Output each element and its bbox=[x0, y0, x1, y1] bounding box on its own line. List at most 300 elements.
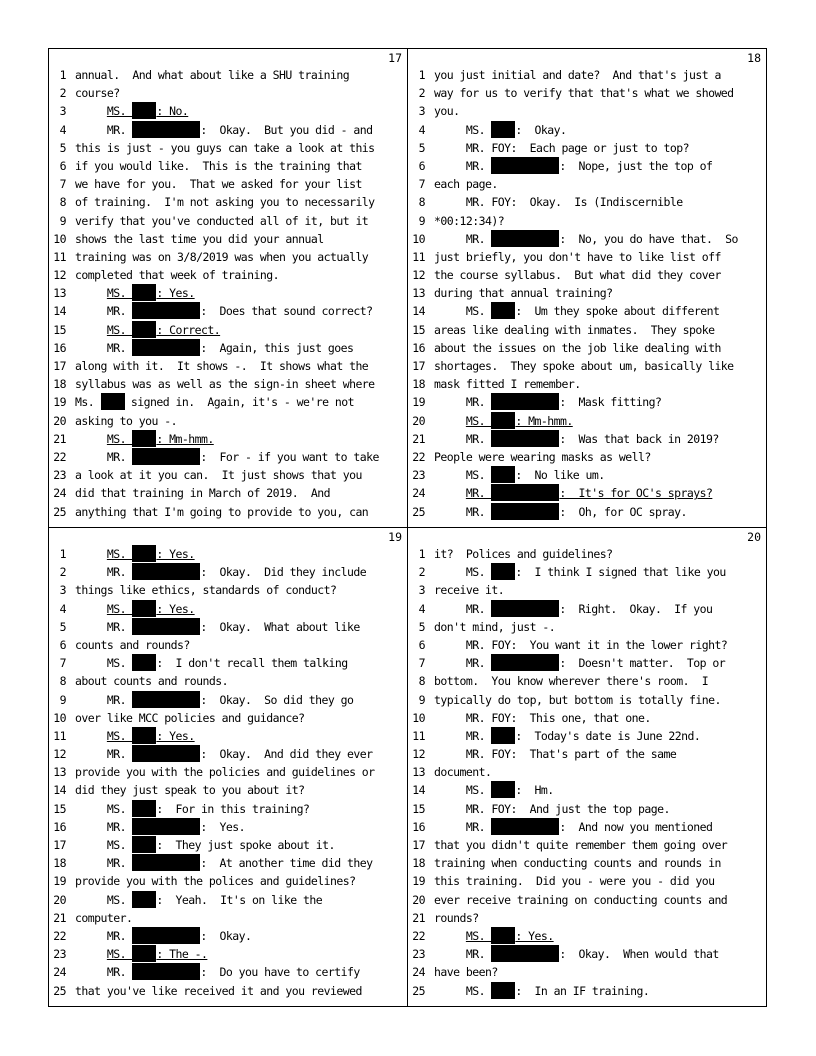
speaker-prefix: MR. bbox=[106, 619, 133, 634]
redaction-block bbox=[132, 321, 156, 338]
line-content: ever receive training on conducting counts and bbox=[434, 892, 728, 907]
line-number: 20 bbox=[412, 892, 425, 907]
line-text bbox=[434, 963, 763, 981]
line-content: MR. FOY: And just the top page. bbox=[465, 801, 670, 816]
line-content: anything that I'm going to provide to you, can bbox=[75, 504, 369, 519]
line-number: 6 bbox=[59, 637, 66, 652]
line-number: 2 bbox=[418, 565, 425, 580]
line-number: 14 bbox=[53, 304, 66, 319]
line-content: counts and rounds? bbox=[75, 637, 190, 652]
transcript-line bbox=[49, 430, 407, 448]
speaker-indent bbox=[434, 468, 466, 482]
line-text bbox=[75, 836, 404, 854]
line-content: during that annual training? bbox=[434, 286, 613, 301]
transcript-line bbox=[49, 139, 407, 157]
line-text bbox=[75, 982, 404, 1000]
spoken-text: : Yes. bbox=[156, 601, 195, 616]
line-content: way for us to verify that that's what we showed bbox=[434, 86, 734, 101]
spoken-text: : Today's date is June 22nd. bbox=[515, 728, 701, 743]
spoken-text: : Correct. bbox=[156, 322, 221, 337]
line-text bbox=[75, 727, 404, 745]
line-text bbox=[75, 357, 404, 375]
transcript-line bbox=[408, 872, 766, 890]
transcript-line bbox=[49, 691, 407, 709]
spoken-text: : Yes. bbox=[156, 728, 195, 743]
line-number: 14 bbox=[53, 783, 66, 798]
line-text bbox=[434, 230, 763, 248]
spoken-text: : Okay. But you did - and bbox=[200, 122, 373, 137]
speaker-prefix: MS. bbox=[106, 286, 133, 301]
spoken-text: : Hm. bbox=[515, 783, 554, 798]
redaction-block bbox=[132, 745, 200, 762]
speaker-indent bbox=[434, 486, 466, 500]
line-number: 10 bbox=[53, 231, 66, 246]
transcript-line bbox=[49, 781, 407, 799]
speaker-indent bbox=[434, 638, 466, 652]
redaction-block bbox=[491, 412, 515, 429]
line-text bbox=[434, 854, 763, 872]
redaction-block bbox=[491, 157, 559, 174]
line-text bbox=[75, 618, 404, 636]
line-text bbox=[75, 248, 404, 266]
line-number: 1 bbox=[418, 68, 425, 82]
line-number: 17 bbox=[53, 359, 66, 373]
transcript-line bbox=[49, 836, 407, 854]
spoken-text: : Okay. And did they ever bbox=[200, 747, 373, 762]
line-content: it? Polices and guidelines? bbox=[434, 547, 613, 561]
redaction-block bbox=[132, 818, 200, 835]
line-text bbox=[434, 412, 763, 430]
line-number: 24 bbox=[412, 965, 425, 980]
line-text bbox=[75, 84, 404, 102]
speaker-indent bbox=[75, 620, 107, 634]
speaker-indent bbox=[434, 929, 466, 943]
speaker-prefix: MR. bbox=[465, 158, 492, 173]
redaction-block bbox=[132, 854, 200, 871]
transcript-line bbox=[408, 339, 766, 357]
line-number: 4 bbox=[418, 122, 425, 137]
speaker-prefix: MS. bbox=[465, 468, 492, 483]
speaker-prefix: MR. bbox=[106, 856, 133, 871]
transcript-line bbox=[49, 466, 407, 484]
spoken-text: : Mask fitting? bbox=[559, 395, 662, 410]
line-content: shows the last time you did your annual bbox=[75, 231, 324, 246]
transcript-line bbox=[408, 836, 766, 854]
line-content: provide you with the polices and guidelines? bbox=[75, 874, 356, 889]
speaker-prefix: MR. bbox=[465, 947, 492, 962]
speaker-prefix: Ms. bbox=[75, 395, 101, 410]
line-text bbox=[75, 230, 404, 248]
transcript-line bbox=[408, 357, 766, 375]
line-text bbox=[75, 818, 404, 836]
line-text bbox=[434, 818, 763, 836]
redaction-block bbox=[491, 121, 515, 138]
speaker-indent bbox=[75, 820, 107, 834]
line-text bbox=[75, 503, 404, 521]
line-text bbox=[75, 563, 404, 581]
speaker-prefix: MS. bbox=[106, 801, 133, 816]
transcript-line bbox=[49, 800, 407, 818]
transcript-line bbox=[49, 102, 407, 120]
transcript-line bbox=[49, 66, 407, 84]
line-content: course? bbox=[75, 86, 120, 101]
transcript-page-17 bbox=[48, 48, 408, 528]
transcript-line bbox=[408, 84, 766, 102]
transcript-line bbox=[408, 545, 766, 563]
redaction-block bbox=[491, 600, 559, 617]
line-number: 24 bbox=[53, 486, 66, 501]
line-number: 16 bbox=[412, 819, 425, 834]
transcript-line bbox=[408, 284, 766, 302]
transcript-line bbox=[408, 963, 766, 981]
line-number: 8 bbox=[418, 674, 425, 689]
line-content: the course syllabus. But what did they cover bbox=[434, 268, 721, 283]
spoken-text: : No like um. bbox=[515, 468, 605, 483]
line-number: 22 bbox=[412, 928, 425, 943]
spoken-text: : At another time did they bbox=[200, 856, 373, 871]
spoken-text: : Do you have to certify bbox=[200, 965, 360, 980]
redaction-block bbox=[132, 691, 200, 708]
line-number: 18 bbox=[53, 377, 66, 392]
speaker-prefix: MS. bbox=[106, 892, 133, 907]
line-content: annual. And what about like a SHU training bbox=[75, 68, 350, 82]
redaction-block bbox=[132, 302, 200, 319]
line-number: 18 bbox=[412, 377, 425, 392]
line-content: we have for you. That we asked for your list bbox=[75, 177, 362, 192]
transcript-line bbox=[49, 854, 407, 872]
line-number: 23 bbox=[412, 947, 425, 962]
line-content: MR. FOY: This one, that one. bbox=[465, 710, 651, 725]
redaction-block bbox=[132, 891, 156, 908]
line-number: 2 bbox=[418, 86, 425, 101]
transcript-line bbox=[408, 927, 766, 945]
spoken-text: : And now you mentioned bbox=[559, 819, 713, 834]
transcript-line bbox=[408, 139, 766, 157]
redaction-block bbox=[491, 727, 515, 744]
line-list bbox=[49, 66, 407, 521]
line-number: 12 bbox=[53, 268, 66, 283]
line-content: MR. FOY: That's part of the same bbox=[465, 747, 677, 762]
transcript-line bbox=[408, 121, 766, 139]
transcript-line bbox=[49, 157, 407, 175]
line-number: 12 bbox=[412, 747, 425, 762]
line-text bbox=[75, 430, 404, 448]
transcript-line bbox=[49, 945, 407, 963]
transcript-line bbox=[408, 763, 766, 781]
spoken-text: : Okay. Did they include bbox=[200, 565, 367, 580]
line-number: 24 bbox=[53, 965, 66, 980]
line-text bbox=[434, 339, 763, 357]
redaction-block bbox=[491, 982, 515, 999]
transcript-line bbox=[408, 302, 766, 320]
line-number: 8 bbox=[59, 674, 66, 689]
transcript-line bbox=[408, 818, 766, 836]
speaker-prefix: MR. bbox=[465, 486, 492, 501]
transcript-line bbox=[49, 448, 407, 466]
line-number: 21 bbox=[412, 910, 425, 925]
speaker-prefix: MS. bbox=[465, 783, 492, 798]
redaction-block bbox=[132, 963, 200, 980]
line-number: 15 bbox=[53, 801, 66, 816]
page-number: 18 bbox=[747, 51, 761, 65]
transcript-line bbox=[408, 266, 766, 284]
line-text bbox=[434, 321, 763, 339]
line-text bbox=[434, 484, 763, 502]
line-text bbox=[434, 909, 763, 927]
speaker-prefix: MR. bbox=[465, 504, 492, 519]
spoken-text: : Does that sound correct? bbox=[200, 304, 373, 319]
line-content: mask fitted I remember. bbox=[434, 377, 581, 392]
line-number: 25 bbox=[412, 983, 425, 998]
line-number: 11 bbox=[412, 728, 425, 743]
line-number: 24 bbox=[412, 486, 425, 501]
line-text bbox=[75, 636, 404, 654]
line-number: 14 bbox=[412, 304, 425, 319]
transcript-line bbox=[408, 430, 766, 448]
line-number: 6 bbox=[418, 637, 425, 652]
speaker-prefix: MS. bbox=[465, 122, 492, 137]
line-text bbox=[434, 581, 763, 599]
line-text bbox=[75, 709, 404, 727]
line-number: 4 bbox=[59, 122, 66, 137]
line-content: about the issues on the job like dealing with bbox=[434, 340, 721, 355]
speaker-indent bbox=[434, 304, 466, 318]
line-text bbox=[75, 175, 404, 193]
redaction-block bbox=[491, 563, 515, 580]
speaker-indent bbox=[75, 947, 107, 961]
line-number: 21 bbox=[53, 431, 66, 446]
redaction-block bbox=[132, 339, 200, 356]
speaker-prefix: MR. bbox=[465, 395, 492, 410]
line-content: bottom. You know wherever there's room. I bbox=[434, 674, 709, 689]
speaker-indent bbox=[434, 947, 466, 961]
redaction-block bbox=[132, 545, 156, 562]
spoken-text: : Yes. bbox=[156, 286, 195, 301]
redaction-block bbox=[491, 503, 559, 520]
line-text bbox=[434, 430, 763, 448]
transcript-line bbox=[408, 800, 766, 818]
line-content: *00:12:34)? bbox=[434, 213, 505, 228]
speaker-indent bbox=[75, 104, 107, 118]
spoken-text: : Mm-hmm. bbox=[156, 431, 214, 446]
line-content: have been? bbox=[434, 965, 498, 980]
line-number: 5 bbox=[418, 619, 425, 634]
transcript-line bbox=[408, 66, 766, 84]
spoken-text: : Okay. When would that bbox=[559, 947, 719, 962]
speaker-indent bbox=[75, 341, 107, 355]
redaction-block bbox=[491, 818, 559, 835]
line-number: 8 bbox=[418, 195, 425, 210]
line-text bbox=[75, 484, 404, 502]
line-text bbox=[75, 545, 404, 563]
redaction-block bbox=[491, 393, 559, 410]
line-content: that you didn't quite remember them going over bbox=[434, 838, 728, 852]
transcript-line bbox=[408, 102, 766, 120]
line-number: 15 bbox=[53, 322, 66, 337]
line-number: 17 bbox=[53, 838, 66, 852]
speaker-prefix: MS. bbox=[106, 728, 133, 743]
line-content: that you've like received it and you reviewed bbox=[75, 983, 362, 998]
redaction-block bbox=[132, 727, 156, 744]
speaker-prefix: MS. bbox=[106, 656, 133, 671]
spoken-text: : They just spoke about it. bbox=[156, 838, 335, 852]
speaker-prefix: MR. bbox=[106, 304, 133, 319]
line-text bbox=[434, 745, 763, 763]
line-number: 11 bbox=[53, 249, 66, 264]
speaker-indent bbox=[434, 984, 466, 998]
spoken-text: : No, you do have that. So bbox=[559, 231, 738, 246]
line-text bbox=[434, 84, 763, 102]
spoken-text: : Oh, for OC spray. bbox=[559, 504, 687, 519]
transcript-page-19 bbox=[48, 527, 408, 1007]
transcript-line bbox=[49, 636, 407, 654]
line-text bbox=[75, 284, 404, 302]
speaker-prefix: MS. bbox=[465, 413, 492, 428]
line-text bbox=[434, 248, 763, 266]
line-text bbox=[75, 302, 404, 320]
transcript-line bbox=[49, 503, 407, 521]
spoken-text: : Yes. bbox=[200, 819, 245, 834]
speaker-prefix: MR. bbox=[465, 431, 492, 446]
transcript-line bbox=[408, 618, 766, 636]
speaker-prefix: MS. bbox=[465, 304, 492, 319]
redaction-block bbox=[101, 393, 125, 410]
line-text bbox=[434, 393, 763, 411]
transcript-page-18 bbox=[407, 48, 767, 528]
redaction-block bbox=[491, 466, 515, 483]
transcript-line bbox=[49, 121, 407, 139]
line-text bbox=[75, 872, 404, 890]
speaker-prefix: MR. bbox=[465, 601, 492, 616]
line-number: 19 bbox=[53, 874, 66, 889]
spoken-text: : I think I signed that like you bbox=[515, 565, 726, 580]
transcript-line bbox=[49, 745, 407, 763]
line-text bbox=[75, 945, 404, 963]
transcript-line bbox=[49, 927, 407, 945]
transcript-line bbox=[408, 412, 766, 430]
line-text bbox=[434, 872, 763, 890]
speaker-prefix: MS. bbox=[106, 838, 133, 852]
line-number: 7 bbox=[59, 656, 66, 671]
redaction-block bbox=[132, 430, 156, 447]
spoken-text: signed in. Again, it's - we're not bbox=[124, 395, 354, 410]
transcript-line bbox=[408, 709, 766, 727]
transcript-line bbox=[408, 230, 766, 248]
speaker-indent bbox=[434, 802, 466, 816]
line-content: areas like dealing with inmates. They spoke bbox=[434, 322, 715, 337]
line-text bbox=[434, 654, 763, 672]
speaker-indent bbox=[434, 783, 466, 797]
transcript-line bbox=[408, 466, 766, 484]
page-number: 20 bbox=[747, 530, 761, 544]
line-content: along with it. It shows -. It shows what the bbox=[75, 359, 369, 373]
line-number: 6 bbox=[418, 158, 425, 173]
transcript-line bbox=[49, 339, 407, 357]
speaker-indent bbox=[75, 547, 107, 561]
transcript-line bbox=[408, 248, 766, 266]
line-text bbox=[434, 266, 763, 284]
line-content: provide you with the policies and guidelines or bbox=[75, 765, 375, 780]
transcript-line bbox=[49, 175, 407, 193]
spoken-text: : In an IF training. bbox=[515, 983, 650, 998]
speaker-indent bbox=[75, 965, 107, 979]
line-content: syllabus was as well as the sign-in sheet where bbox=[75, 377, 375, 392]
line-number: 9 bbox=[418, 213, 425, 228]
speaker-indent bbox=[434, 820, 466, 834]
transcript-line bbox=[49, 484, 407, 502]
speaker-indent bbox=[434, 432, 466, 446]
line-text bbox=[434, 891, 763, 909]
line-content: typically do top, but bottom is totally fine. bbox=[434, 692, 721, 707]
spoken-text: : For in this training? bbox=[156, 801, 310, 816]
transcript-line bbox=[49, 727, 407, 745]
line-number: 9 bbox=[59, 213, 66, 228]
speaker-indent bbox=[75, 802, 107, 816]
speaker-prefix: MR. bbox=[106, 122, 133, 137]
line-text bbox=[75, 212, 404, 230]
line-text bbox=[434, 66, 763, 84]
spoken-text: : Um they spoke about different bbox=[515, 304, 720, 319]
spoken-text: : For - if you want to take bbox=[200, 449, 379, 464]
speaker-indent bbox=[434, 195, 466, 209]
line-number: 20 bbox=[53, 892, 66, 907]
line-content: shortages. They spoke about um, basically like bbox=[434, 359, 734, 373]
transcript-line bbox=[408, 636, 766, 654]
speaker-indent bbox=[75, 123, 107, 137]
line-number: 11 bbox=[412, 249, 425, 264]
line-content: training was on 3/8/2019 was when you actually bbox=[75, 249, 369, 264]
transcript-line bbox=[49, 375, 407, 393]
transcript-line bbox=[49, 284, 407, 302]
transcript-line bbox=[408, 448, 766, 466]
transcript-line bbox=[49, 618, 407, 636]
line-text bbox=[434, 600, 763, 618]
line-number: 18 bbox=[53, 856, 66, 871]
line-number: 16 bbox=[412, 340, 425, 355]
line-number: 21 bbox=[53, 910, 66, 925]
line-text bbox=[75, 927, 404, 945]
transcript-line bbox=[408, 503, 766, 521]
line-content: document. bbox=[434, 765, 492, 780]
line-number: 23 bbox=[53, 947, 66, 962]
transcript-line bbox=[408, 945, 766, 963]
speaker-prefix: MR. bbox=[106, 819, 133, 834]
transcript-line bbox=[49, 321, 407, 339]
line-content: asking to you -. bbox=[75, 413, 177, 428]
transcript-page-20 bbox=[407, 527, 767, 1007]
speaker-prefix: MR. bbox=[465, 656, 492, 671]
transcript-line bbox=[408, 654, 766, 672]
line-text bbox=[434, 927, 763, 945]
page-number: 19 bbox=[388, 530, 402, 544]
line-number: 22 bbox=[53, 449, 66, 464]
transcript-line bbox=[49, 963, 407, 981]
line-number: 5 bbox=[59, 140, 66, 155]
transcript-line bbox=[49, 982, 407, 1000]
transcript-line bbox=[49, 412, 407, 430]
line-text bbox=[75, 266, 404, 284]
line-text bbox=[434, 545, 763, 563]
speaker-indent bbox=[75, 602, 107, 616]
line-number: 1 bbox=[418, 547, 425, 561]
transcript-line bbox=[49, 212, 407, 230]
speaker-indent bbox=[434, 232, 466, 246]
line-text bbox=[75, 745, 404, 763]
speaker-indent bbox=[75, 693, 107, 707]
line-text bbox=[434, 121, 763, 139]
redaction-block bbox=[132, 284, 156, 301]
transcript-line bbox=[408, 157, 766, 175]
